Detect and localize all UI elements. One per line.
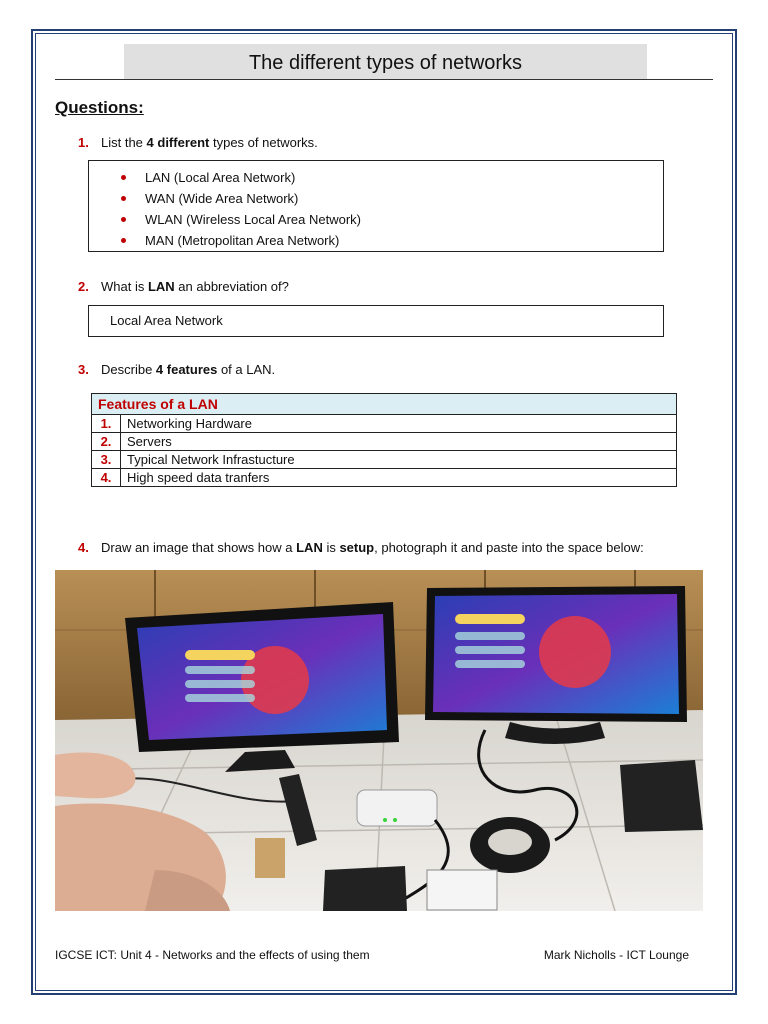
question-2-answer-box: [88, 305, 664, 337]
table-row: [92, 451, 677, 469]
question-3-text: Describe 4 features of a LAN.: [101, 362, 276, 377]
lan-features-table-header: Features of a LAN: [92, 394, 677, 415]
title-divider: [55, 79, 713, 80]
question-2-answer: Local Area Network: [110, 313, 223, 328]
feature-text: Servers: [121, 433, 677, 451]
question-4-number: 4.: [78, 540, 89, 555]
feature-number: 1.: [92, 415, 121, 433]
lan-features-table: [91, 393, 677, 487]
network-types-list: [119, 167, 361, 251]
network-type-label: WLAN (Wireless Local Area Network): [145, 212, 361, 227]
network-type-item: [119, 230, 361, 251]
feature-text: Typical Network Infrastucture: [121, 451, 677, 469]
table-row: [92, 469, 677, 487]
questions-heading: Questions:: [55, 98, 144, 117]
network-type-item: [119, 188, 361, 209]
feature-number: 4.: [92, 469, 121, 487]
lan-setup-photo: [55, 570, 703, 911]
question-2-text: What is LAN an abbreviation of?: [101, 279, 289, 294]
bullet-icon: [121, 238, 126, 243]
network-type-label: MAN (Metropolitan Area Network): [145, 233, 340, 248]
table-row: [92, 415, 677, 433]
table-row: [92, 433, 677, 451]
feature-text: High speed data tranfers: [121, 469, 677, 487]
feature-number: 2.: [92, 433, 121, 451]
footer-course: IGCSE ICT: Unit 4 - Networks and the effects of using them: [55, 948, 370, 962]
question-2-number: 2.: [78, 279, 89, 294]
bullet-icon: [121, 175, 126, 180]
feature-text: Networking Hardware: [121, 415, 677, 433]
question-1-answer-box: [88, 160, 664, 252]
page-title: The different types of networks: [124, 44, 647, 79]
bullet-icon: [121, 217, 126, 222]
question-3-number: 3.: [78, 362, 89, 377]
bullet-icon: [121, 196, 126, 201]
network-type-item: [119, 209, 361, 230]
network-type-label: WAN (Wide Area Network): [145, 191, 299, 206]
feature-number: 3.: [92, 451, 121, 469]
question-4-text: Draw an image that shows how a LAN is setup, photograph it and paste into the space below:: [101, 540, 644, 555]
question-1-text: List the 4 different types of networks.: [101, 135, 318, 150]
network-type-label: LAN (Local Area Network): [145, 170, 296, 185]
question-1-number: 1.: [78, 135, 89, 150]
footer-author: Mark Nicholls - ICT Lounge: [543, 948, 689, 962]
network-type-item: [119, 167, 361, 188]
